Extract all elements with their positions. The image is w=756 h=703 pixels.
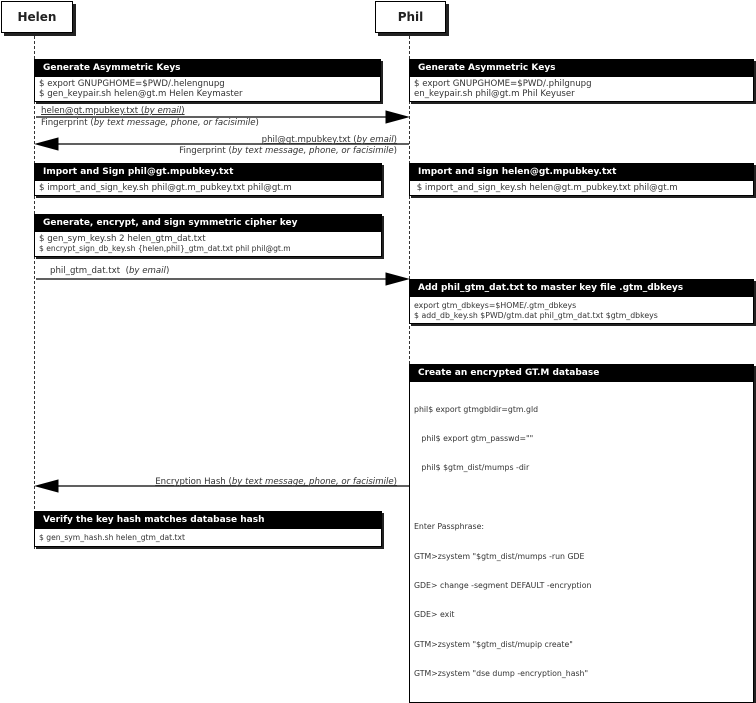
note-body: $ export GNUPGHOME=$PWD/.helengnupg $ gen_keypair.sh helen@gt.m Helen Keymaster — [39, 79, 243, 99]
note-title: Generate Asymmetric Keys — [35, 60, 380, 77]
message-m1-file: helen@gt.mpubkey.txt (by email) — [41, 106, 185, 116]
note-title: Import and sign helen@gt.mpubkey.txt — [410, 164, 753, 181]
note-title: Generate Asymmetric Keys — [410, 60, 753, 77]
note-body: $ gen_sym_key.sh 2 helen_gtm_dat.txt $ encrypt_sign_db_key.sh {helen,phil}_gtm_dat.txt phil phil@gt.m — [39, 234, 291, 253]
note-body: $ export GNUPGHOME=$PWD/.philgnupg en_keypair.sh phil@gt.m Phil Keyuser — [414, 79, 592, 99]
note-phil-create-db — [409, 364, 754, 703]
note-body: $ import_and_sign_key.sh helen@gt.m_pubkey.txt phil@gt.m — [414, 183, 678, 193]
note-title: Create an encrypted GT.M database — [410, 365, 753, 382]
note-body: export gtm_dbkeys=$HOME/.gtm_dbkeys $ add_db_key.sh $PWD/gtm.dat phil_gtm_dat.txt $gtm_dbkeys — [414, 301, 658, 320]
note-helen-import-sign — [34, 163, 382, 196]
message-m2-fingerprint: Fingerprint (by text message, phone, or facisimile) — [179, 146, 397, 156]
message-m3-file: phil_gtm_dat.txt (by email) — [50, 266, 170, 276]
actor-helen: Helen — [1, 1, 73, 33]
message-m1-fingerprint: Fingerprint (by text message, phone, or facisimile) — [41, 118, 259, 128]
message-m4-hash: Encryption Hash (by text message, phone, or facisimile) — [155, 477, 397, 487]
note-phil-import-sign — [409, 163, 754, 196]
actor-phil: Phil — [375, 1, 446, 33]
note-body: $ gen_sym_hash.sh helen_gtm_dat.txt — [39, 533, 186, 542]
note-title: Add phil_gtm_dat.txt to master key file .gtm_dbkeys — [410, 280, 753, 297]
note-title: Import and Sign phil@gt.mpubkey.txt — [35, 164, 381, 181]
note-helen-symmetric-key — [34, 214, 382, 257]
note-helen-generate-keys — [34, 59, 381, 102]
note-phil-add-master-key — [409, 279, 754, 324]
note-title: Generate, encrypt, and sign symmetric cipher key — [35, 215, 381, 232]
note-phil-generate-keys — [409, 59, 754, 102]
message-m2-file: phil@gt.mpubkey.txt (by email) — [261, 135, 397, 145]
note-title: Verify the key hash matches database hash — [35, 512, 381, 529]
note-helen-verify-hash — [34, 511, 382, 547]
note-body: phil$ export gtmgbldir=gtm.gld phil$ export gtm_passwd="" phil$ $gtm_dist/mumps -dir Enter Passphrase: GTM>zsystem "$gtm_dist/mumps -run GDE GDE> change -segment DEFAULT -encryption GDE> exit GTM>zsystem "$gtm_dist/mupip create" GTM>zsystem "dse dump -encryption_hash" — [414, 404, 592, 679]
note-body: $ import_and_sign_key.sh phil@gt.m_pubkey.txt phil@gt.m — [39, 183, 292, 193]
